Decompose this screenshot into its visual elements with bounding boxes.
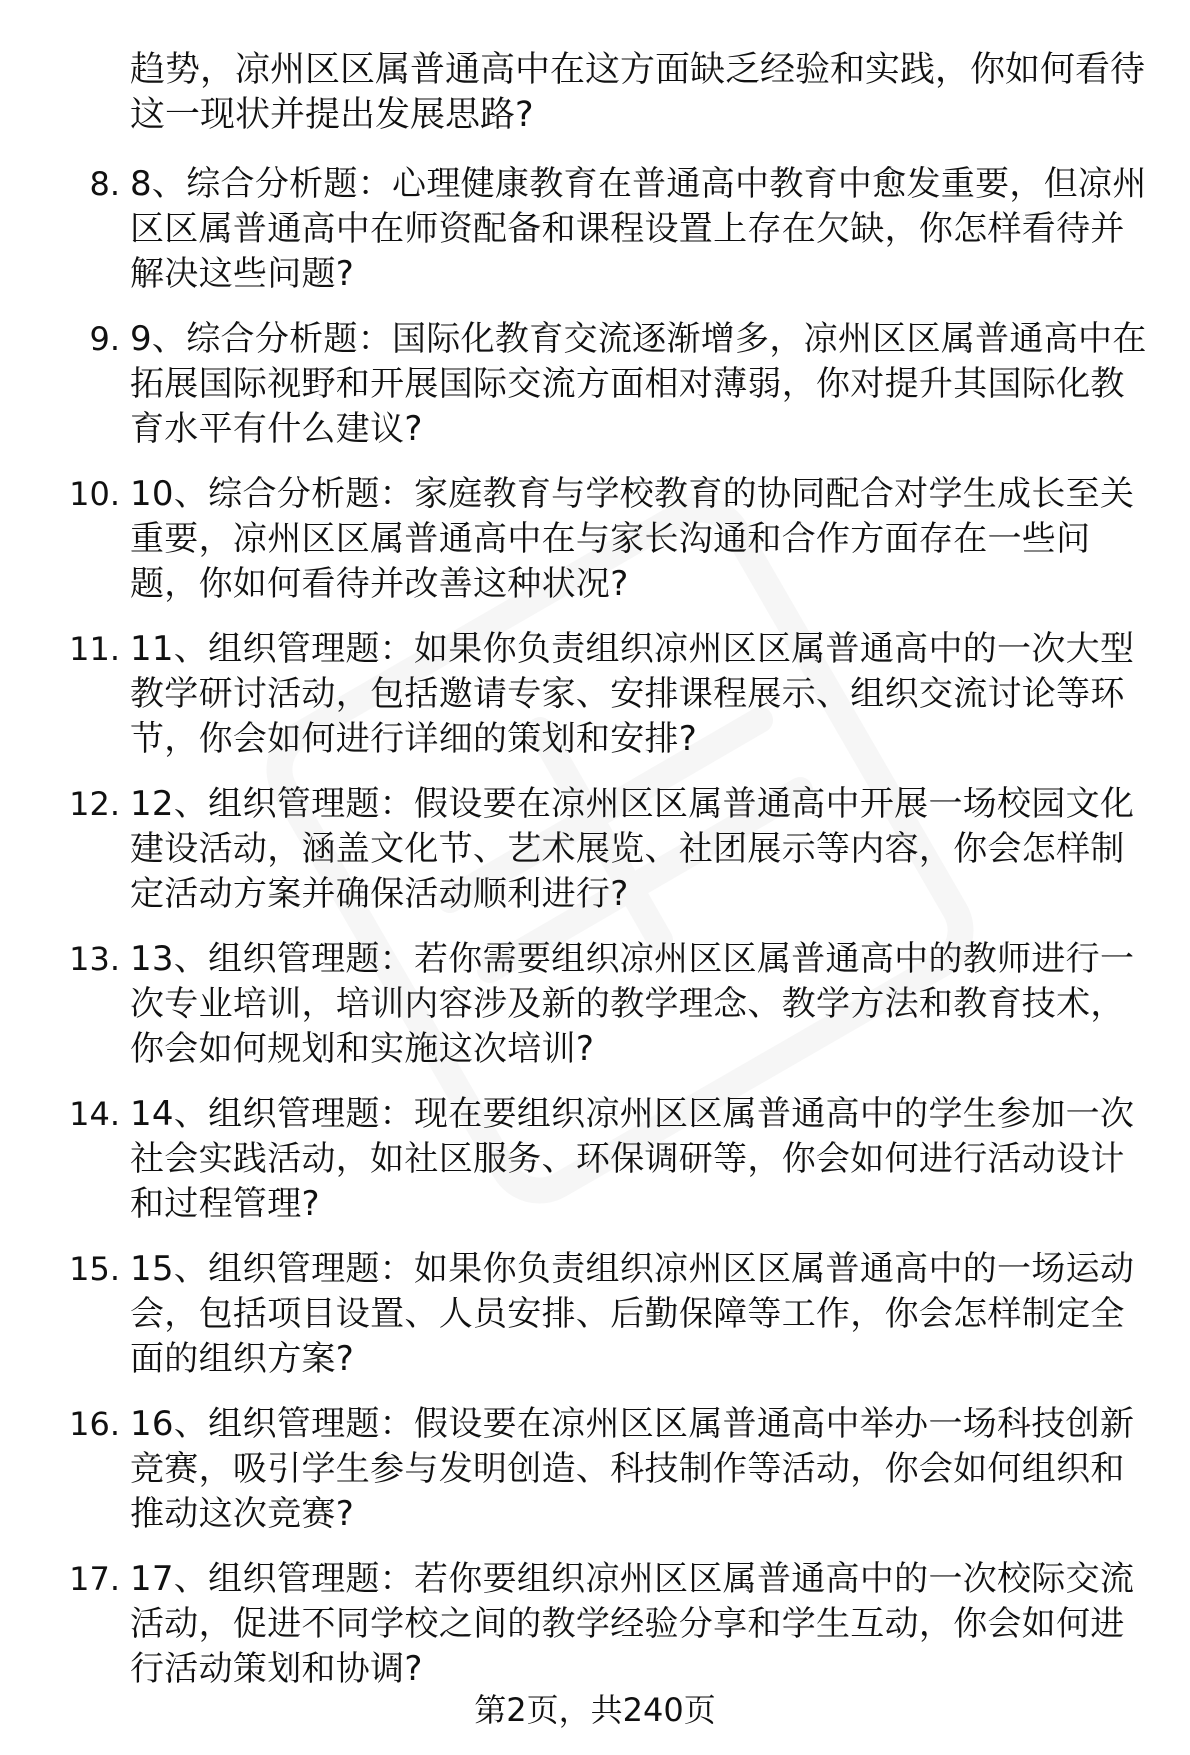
list-number: 17. — [69, 1560, 120, 1598]
list-item — [55, 317, 1150, 452]
document-body — [55, 48, 1150, 1712]
question-text: 16、组织管理题：假设要在凉州区区属普通高中举办一场科技创新竞赛，吸引学生参与发明创造、科技制作等活动，你会如何组织和推动这次竞赛? — [130, 1404, 1135, 1534]
list-number: 9. — [89, 320, 120, 358]
list-item — [55, 627, 1150, 762]
page-footer: 第2页，共240页 — [474, 1691, 716, 1729]
question-text: 17、组织管理题：若你要组织凉州区区属普通高中的一次校际交流活动，促进不同学校之间的教学经验分享和学生互动，你会如何进行活动策划和协调? — [130, 1559, 1135, 1689]
list-number: 8. — [89, 165, 120, 203]
question-list — [55, 162, 1150, 1692]
list-item — [55, 1402, 1150, 1537]
question-text: 12、组织管理题：假设要在凉州区区属普通高中开展一场校园文化建设活动，涵盖文化节、艺术展览、社团展示等内容，你会怎样制定活动方案并确保活动顺利进行? — [130, 784, 1135, 914]
list-number: 15. — [69, 1250, 120, 1288]
list-item — [55, 472, 1150, 607]
question-text: 13、组织管理题：若你需要组织凉州区区属普通高中的教师进行一次专业培训，培训内容涉及新的教学理念、教学方法和教育技术，你会如何规划和实施这次培训? — [130, 939, 1135, 1069]
question-text: 10、综合分析题：家庭教育与学校教育的协同配合对学生成长至关重要，凉州区区属普通高中在与家长沟通和合作方面存在一些问题，你如何看待并改善这种状况? — [130, 474, 1135, 604]
question-text: 8、综合分析题：心理健康教育在普通高中教育中愈发重要，但凉州区区属普通高中在师资配备和课程设置上存在欠缺，你怎样看待并解决这些问题? — [130, 164, 1147, 294]
list-item — [55, 162, 1150, 297]
list-number: 13. — [69, 940, 120, 978]
question-text: 14、组织管理题：现在要组织凉州区区属普通高中的学生参加一次社会实践活动，如社区服务、环保调研等，你会如何进行活动设计和过程管理? — [130, 1094, 1135, 1224]
list-item — [55, 1247, 1150, 1382]
list-number: 12. — [69, 785, 120, 823]
question-text: 9、综合分析题：国际化教育交流逐渐增多，凉州区区属普通高中在拓展国际视野和开展国际交流方面相对薄弱，你对提升其国际化教育水平有什么建议? — [130, 319, 1147, 449]
question-text: 15、组织管理题：如果你负责组织凉州区区属普通高中的一场运动会，包括项目设置、人员安排、后勤保障等工作，你会怎样制定全面的组织方案? — [130, 1249, 1135, 1379]
list-item — [55, 1557, 1150, 1692]
question-text: 11、组织管理题：如果你负责组织凉州区区属普通高中的一次大型教学研讨活动，包括邀请专家、安排课程展示、组织交流讨论等环节，你会如何进行详细的策划和安排? — [130, 629, 1135, 759]
list-number: 10. — [69, 475, 120, 513]
list-item — [55, 937, 1150, 1072]
list-item — [55, 1092, 1150, 1227]
list-number: 11. — [69, 630, 120, 668]
list-item — [55, 782, 1150, 917]
list-number: 16. — [69, 1405, 120, 1443]
continued-paragraph: 趋势，凉州区区属普通高中在这方面缺乏经验和实践，你如何看待这一现状并提出发展思路? — [130, 50, 1146, 135]
list-number: 14. — [69, 1095, 120, 1133]
